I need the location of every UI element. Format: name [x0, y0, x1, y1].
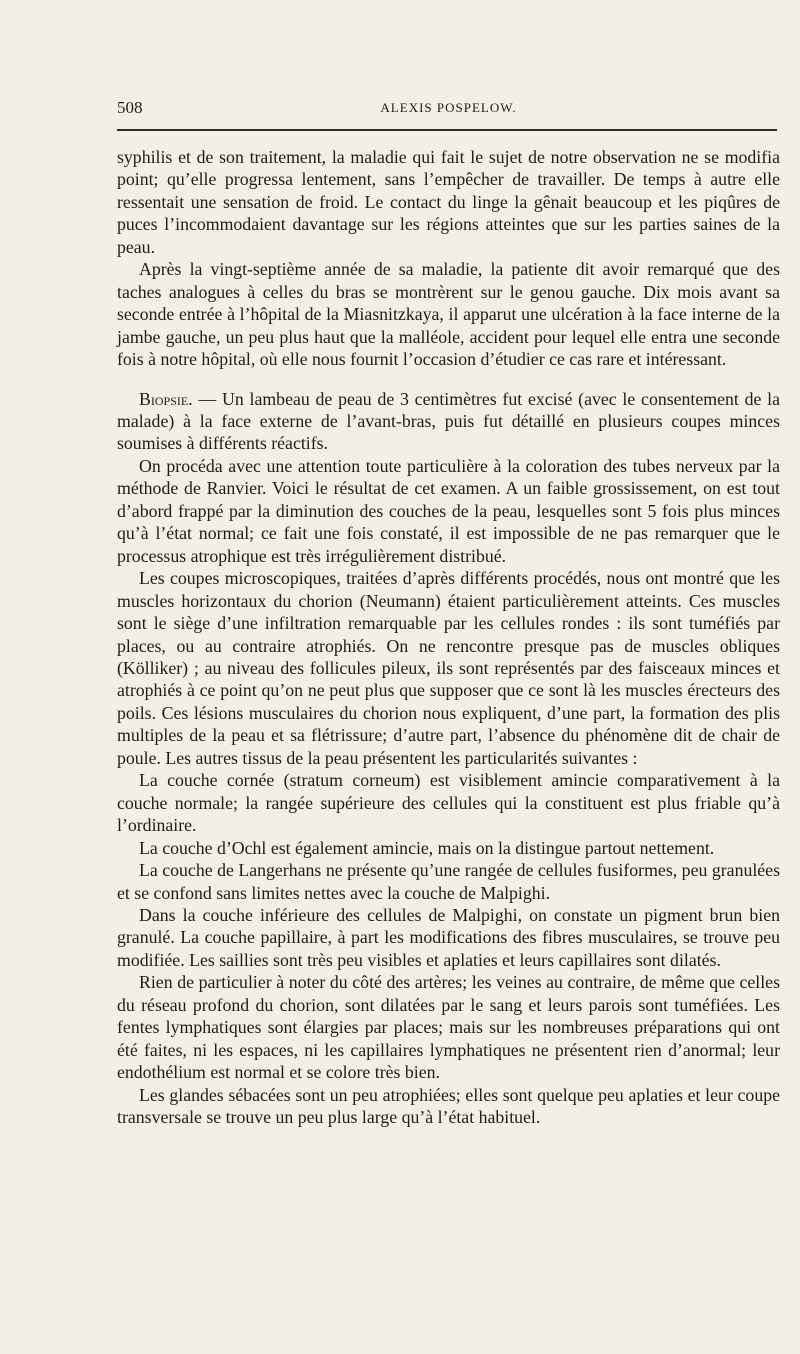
paragraph: Les glandes sébacées sont un peu atrophiées; elles sont quelque peu aplaties et leur coupe transversale se trouve un peu plus large qu’à l’état habituel.: [117, 1084, 780, 1128]
page-number: 508: [117, 98, 143, 117]
header-rule: [117, 129, 777, 131]
paragraph: [117, 388, 780, 455]
paragraph: Dans la couche inférieure des cellules de Malpighi, on constate un pigment brun bien granulé. La couche papillaire, à part les modifications des fibres musculaires, se trouve peu modifiée. Les saillies sont très peu visibles et aplaties et leurs capillaires sont dilatés.: [117, 904, 780, 970]
paragraph: Les coupes microscopiques, traitées d’après différents procédés, nous ont montré que les muscles horizontaux du chorion (Neumann) étaient particulièrement atteints. Ces muscles sont le siège d’une infiltration remarquable par les cellules rondes : ils sont tuméfiés par places, ou au contraire atrophiés. On ne rencontre presque pas de muscles obliques (Kölliker) ; au niveau des follicules pileux, ils sont représentés par des faisceaux minces et atrophiés à ce point qu’on ne peut plus que supposer que ce sont là les muscles érecteurs des poils. Ces lésions musculaires du chorion nous expliquent, d’une part, la formation des plis multiples de la peau et sa flétrissure; d’autre part, l’absence du phénomène dit de chair de poule. Les autres tissus de la peau présentent les particularités suivantes :: [117, 568, 780, 768]
section-lead: Biopsie.: [139, 388, 193, 409]
paragraph: Après la vingt-septième année de sa maladie, la patiente dit avoir remarqué que des taches analogues à celles du bras se montrèrent sur le genou gauche. Dix mois avant sa seconde entrée à l’hôpital de la Miasnitzkaya, il apparut une ulcération à la face interne de la jambe gauche, un peu plus haut que la malléole, accident pour lequel elle entra une seconde fois à notre hôpital, où elle nous fournit l’occasion d’étudier ce cas rare et intéressant.: [117, 259, 780, 370]
paragraph: La couche de Langerhans ne présente qu’une rangée de cellules fusiformes, peu granulées et se confond sans limites nettes avec la couche de Malpighi.: [117, 860, 780, 903]
paragraph: Rien de particulier à noter du côté des artères; les veines au contraire, de même que celles du réseau profond du chorion, sont dilatées par le sang et leurs parois sont tuméfiées. Les fentes lymphatiques sont élargies par places; mais sur les nombreuses préparations qui ont été faites, ni les espaces, ni les capillaires lymphatiques ne présentent rien d’anormal; leur endothélium est normal et se colore très bien.: [117, 972, 780, 1083]
paragraph: La couche d’Ochl est également amincie, mais on la distingue partout nettement.: [139, 837, 715, 858]
paragraph: La couche cornée (stratum corneum) est visiblement amincie comparativement à la couche normale; la rangée supérieure des cellules qui la constituent est plus friable qu’à l’ordinaire.: [117, 770, 780, 836]
running-title: ALEXIS POSPELOW.: [380, 100, 517, 115]
page-header: [117, 98, 780, 124]
paragraph-text: — Un lambeau de peau de 3 centimètres fut excisé (avec le consentement de la malade) à la face externe de l’avant-bras, puis fut détaillé en plusieurs coupes minces soumises à différents réactifs.: [117, 388, 780, 454]
body-text: [117, 146, 780, 1128]
paragraph: On procéda avec une attention toute particulière à la coloration des tubes nerveux par la méthode de Ranvier. Voici le résultat de cet examen. A un faible grossissement, on est tout d’abord frappé par la diminution des couches de la peau, lesquelles sont 5 fois plus minces qu’à l’état normal; ce fait une fois constaté, il est impossible de ne pas remarquer que le processus atrophique est très irrégulièrement distribué.: [117, 455, 780, 566]
paragraph: syphilis et de son traitement, la maladie qui fait le sujet de notre observation ne se modifia point; qu’elle progressa lentement, sans l’empêcher de travailler. De temps à autre elle ressentait une sensation de froid. Le contact du linge la gênait beaucoup et les piqûres de puces l’incommodaient davantage sur les régions atteintes que sur les parties saines de la peau.: [117, 147, 780, 257]
